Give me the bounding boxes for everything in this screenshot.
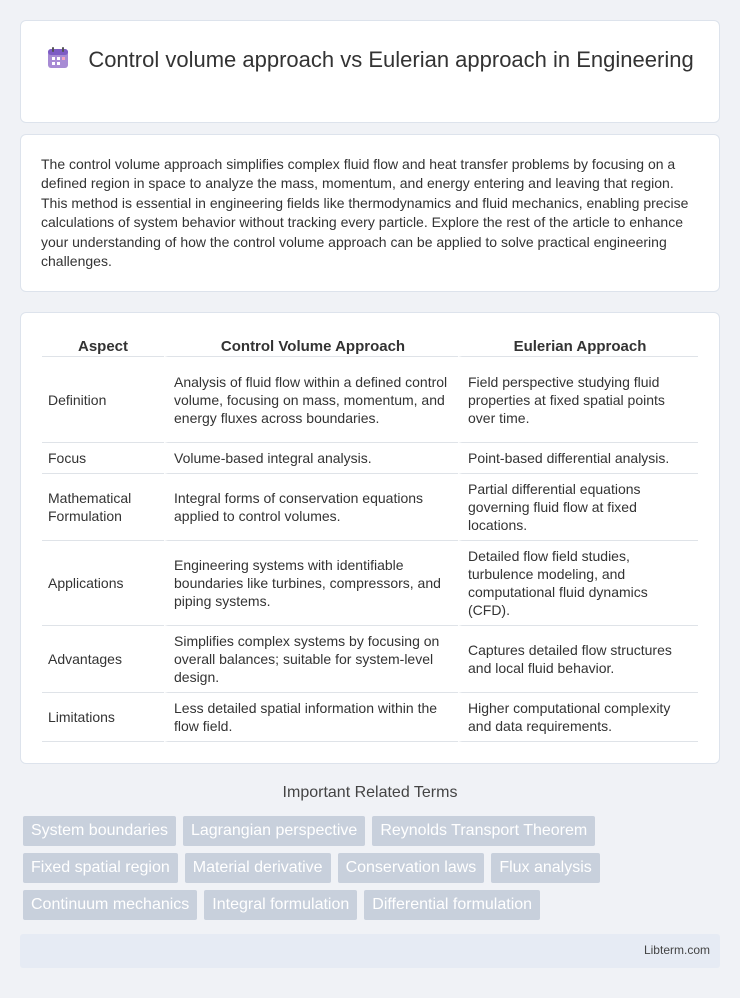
comparison-table bbox=[42, 333, 698, 742]
related-terms-heading: Important Related Terms bbox=[282, 784, 458, 801]
intro-card bbox=[20, 134, 720, 292]
row-control-volume: Analysis of fluid flow within a defined control volume, focusing on mass, momentum, and energy fluxes across boundaries. bbox=[164, 357, 458, 443]
row-aspect: Applications bbox=[42, 541, 164, 626]
row-control-volume: Integral forms of conservation equations applied to control volumes. bbox=[164, 474, 458, 541]
tag-conservation-laws[interactable]: Conservation laws bbox=[338, 853, 485, 883]
tag-row bbox=[23, 816, 703, 853]
table-row bbox=[42, 474, 698, 541]
row-aspect: Definition bbox=[42, 357, 164, 443]
tag-differential-formulation[interactable]: Differential formulation bbox=[364, 890, 540, 920]
footer-brand[interactable]: Libterm.com bbox=[643, 943, 710, 957]
header-eulerian: Eulerian Approach bbox=[458, 333, 698, 357]
calendar-icon bbox=[46, 46, 70, 70]
row-eulerian: Partial differential equations governing fluid flow at fixed locations. bbox=[458, 474, 698, 541]
table-row bbox=[42, 626, 698, 693]
tag-row bbox=[23, 853, 703, 890]
row-control-volume: Simplifies complex systems by focusing on overall balances; suitable for system-level design. bbox=[164, 626, 458, 693]
tag-lagrangian-perspective[interactable]: Lagrangian perspective bbox=[183, 816, 365, 846]
page-title: Control volume approach vs Eulerian approach in Engineering bbox=[88, 47, 694, 72]
row-aspect: Advantages bbox=[42, 626, 164, 693]
tag-continuum-mechanics[interactable]: Continuum mechanics bbox=[23, 890, 197, 920]
row-aspect: Focus bbox=[42, 443, 164, 474]
table-row bbox=[42, 357, 698, 443]
table-row bbox=[42, 693, 698, 742]
row-control-volume: Engineering systems with identifiable boundaries like turbines, compressors, and piping systems. bbox=[164, 541, 458, 626]
tag-flux-analysis[interactable]: Flux analysis bbox=[491, 853, 599, 883]
tag-fixed-spatial-region[interactable]: Fixed spatial region bbox=[23, 853, 178, 883]
row-control-volume: Less detailed spatial information within the flow field. bbox=[164, 693, 458, 742]
tag-integral-formulation[interactable]: Integral formulation bbox=[204, 890, 357, 920]
row-eulerian: Point-based differential analysis. bbox=[458, 443, 698, 474]
row-eulerian: Higher computational complexity and data requirements. bbox=[458, 693, 698, 742]
row-eulerian: Detailed flow field studies, turbulence modeling, and computational fluid dynamics (CFD). bbox=[458, 541, 698, 626]
row-eulerian: Captures detailed flow structures and local fluid behavior. bbox=[458, 626, 698, 693]
tag-system-boundaries[interactable]: System boundaries bbox=[23, 816, 176, 846]
page-title-wrap bbox=[21, 45, 719, 74]
comparison-card bbox=[20, 312, 720, 764]
header-control-volume: Control Volume Approach bbox=[164, 333, 458, 357]
table-row bbox=[42, 443, 698, 474]
tag-reynolds-transport-theorem[interactable]: Reynolds Transport Theorem bbox=[372, 816, 595, 846]
tag-material-derivative[interactable]: Material derivative bbox=[185, 853, 331, 883]
table-header-row bbox=[42, 333, 698, 357]
intro-paragraph: The control volume approach simplifies complex fluid flow and heat transfer problems by focusing on a defined region in space to analyze the mass, momentum, and energy entering and leaving that region. This method is essential in engineering fields like thermodynamics and fluid mechanics, enabling precise calculations of system behavior without tracking every particle. Explore the rest of the article to enhance your understanding of how the control volume approach can be applied to solve practical engineering challenges. bbox=[41, 156, 689, 270]
row-control-volume: Volume-based integral analysis. bbox=[164, 443, 458, 474]
row-eulerian: Field perspective studying fluid properties at fixed spatial points over time. bbox=[458, 357, 698, 443]
footer-bar bbox=[20, 934, 720, 968]
title-card bbox=[20, 20, 720, 123]
related-terms-list bbox=[23, 816, 703, 927]
table-row bbox=[42, 541, 698, 626]
tag-row bbox=[23, 890, 703, 927]
row-aspect: Limitations bbox=[42, 693, 164, 742]
header-aspect: Aspect bbox=[42, 333, 164, 357]
row-aspect: Mathematical Formulation bbox=[42, 474, 164, 541]
